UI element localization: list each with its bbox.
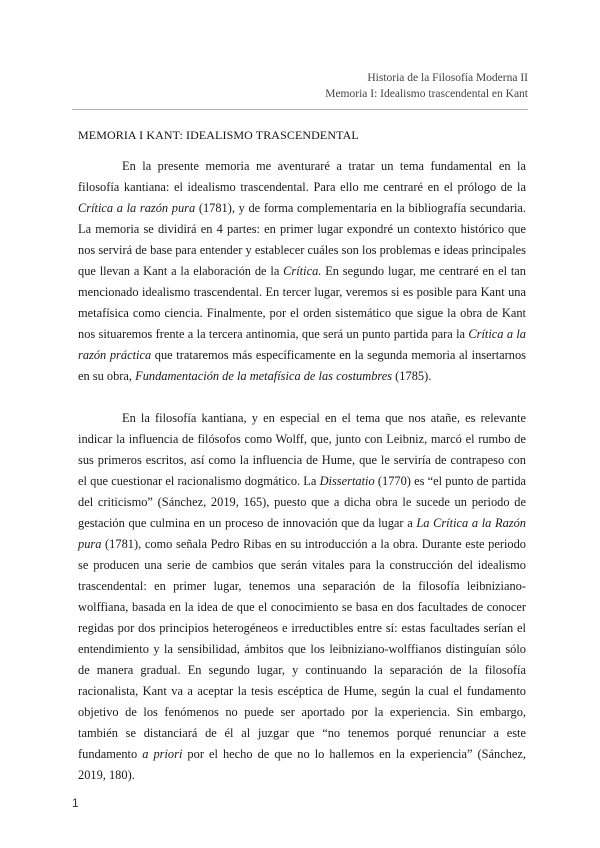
page-number: 1 (72, 796, 79, 810)
document-body (78, 156, 526, 807)
paragraph-text: En la presente memoria me aventuraré a tratar un tema fundamental en la filosofía kantiana: el idealismo trascendental. Para ello me centraré en el prólogo de la (78, 159, 526, 194)
paragraph (78, 156, 526, 387)
paragraph-text: (1770) es “el punto de partida del criticismo” (Sánchez, 2019, 165), puesto que a dicha obra le sucede un periodo de gestación que culmina en un proceso de innovación que da lugar a (78, 474, 527, 530)
italic-title-text: La Crítica a la Razón pura (78, 516, 526, 551)
header-course-title: Historia de la Filosofía Moderna II (367, 72, 528, 84)
paragraph-text: En segundo lugar, me centraré en el tan mencionado idealismo trascendental. En tercer lugar, veremos si es posible para Kant una metafísica como ciencia. Finalmente, por el orden sistemático que sigue la obra de Kant nos situaremos frente a la tercera antinomia, que será un punto partida para la (78, 264, 526, 341)
document-title: MEMORIA I KANT: IDEALISMO TRASCENDENTAL (78, 128, 359, 142)
italic-title-text: Crítica a la razón práctica (78, 327, 526, 362)
italic-title-text: Crítica. (283, 264, 322, 278)
paragraph-text: por el hecho de que no lo hallemos en la experiencia” (Sánchez, 2019, 180). (78, 747, 526, 782)
paragraph-text: En la filosofía kantiana, y en especial en el tema que nos atañe, es relevante indicar la influencia de filósofos como Wolff, que, junto con Leibniz, marcó el rumbo de sus primeros escritos, así como la influencia de Hume, que le serviría de contrapeso con el que cuestionar el racionalismo dogmático. La (78, 411, 526, 488)
italic-title-text: Crítica a la razón pura (78, 201, 196, 215)
paragraph-text: (1781), como señala Pedro Ribas en su introducción a la obra. Durante este periodo se producen una serie de cambios que serán vitales para la construcción del idealismo trascendental: en primer lugar, tenemos una separación de la filosofía leibniziano-wolffiana, basada en la idea de que el conocimiento se basa en dos facultades de conocer regidas por dos principios heterogéneos e irreductibles entre sí: estas facultades serían el entendimiento y la sensibilidad, ámbitos que los leibniziano-wolffianos distinguían sólo de manera gradual. En segundo lugar, y continuando la separación de la filosofía racionalista, Kant va a aceptar la tesis escéptica de Hume, según la cual el fundamento objetivo de los fenómenos no puede ser aportado por la experiencia. Sin embargo, también se distanciará de él al juzgar que “no tenemos porqué renunciar a este fundamento (78, 537, 526, 761)
paragraph-text: (1785). (392, 369, 432, 383)
paragraph-text: (1781), y de forma complementaria en la bibliografía secundaria. La memoria se dividirá en 4 partes: en primer lugar expondré un contexto histórico que nos servirá de base para entender y establecer cuáles son los problemas e ideas principales que llevan a Kant a la elaboración de la (78, 201, 526, 278)
running-header (325, 70, 528, 102)
header-memoir-title: Memoria I: Idealismo trascendental en Kant (325, 88, 528, 100)
paragraph (78, 408, 526, 786)
italic-title-text: Fundamentación de la metafísica de las costumbres (135, 369, 393, 383)
italic-title-text: Dissertatio (319, 474, 375, 488)
paragraph-text: que trataremos más específicamente en la segunda memoria al insertarnos en su obra, (78, 348, 526, 383)
header-divider (72, 109, 528, 110)
italic-title-text: a priori (142, 747, 183, 761)
